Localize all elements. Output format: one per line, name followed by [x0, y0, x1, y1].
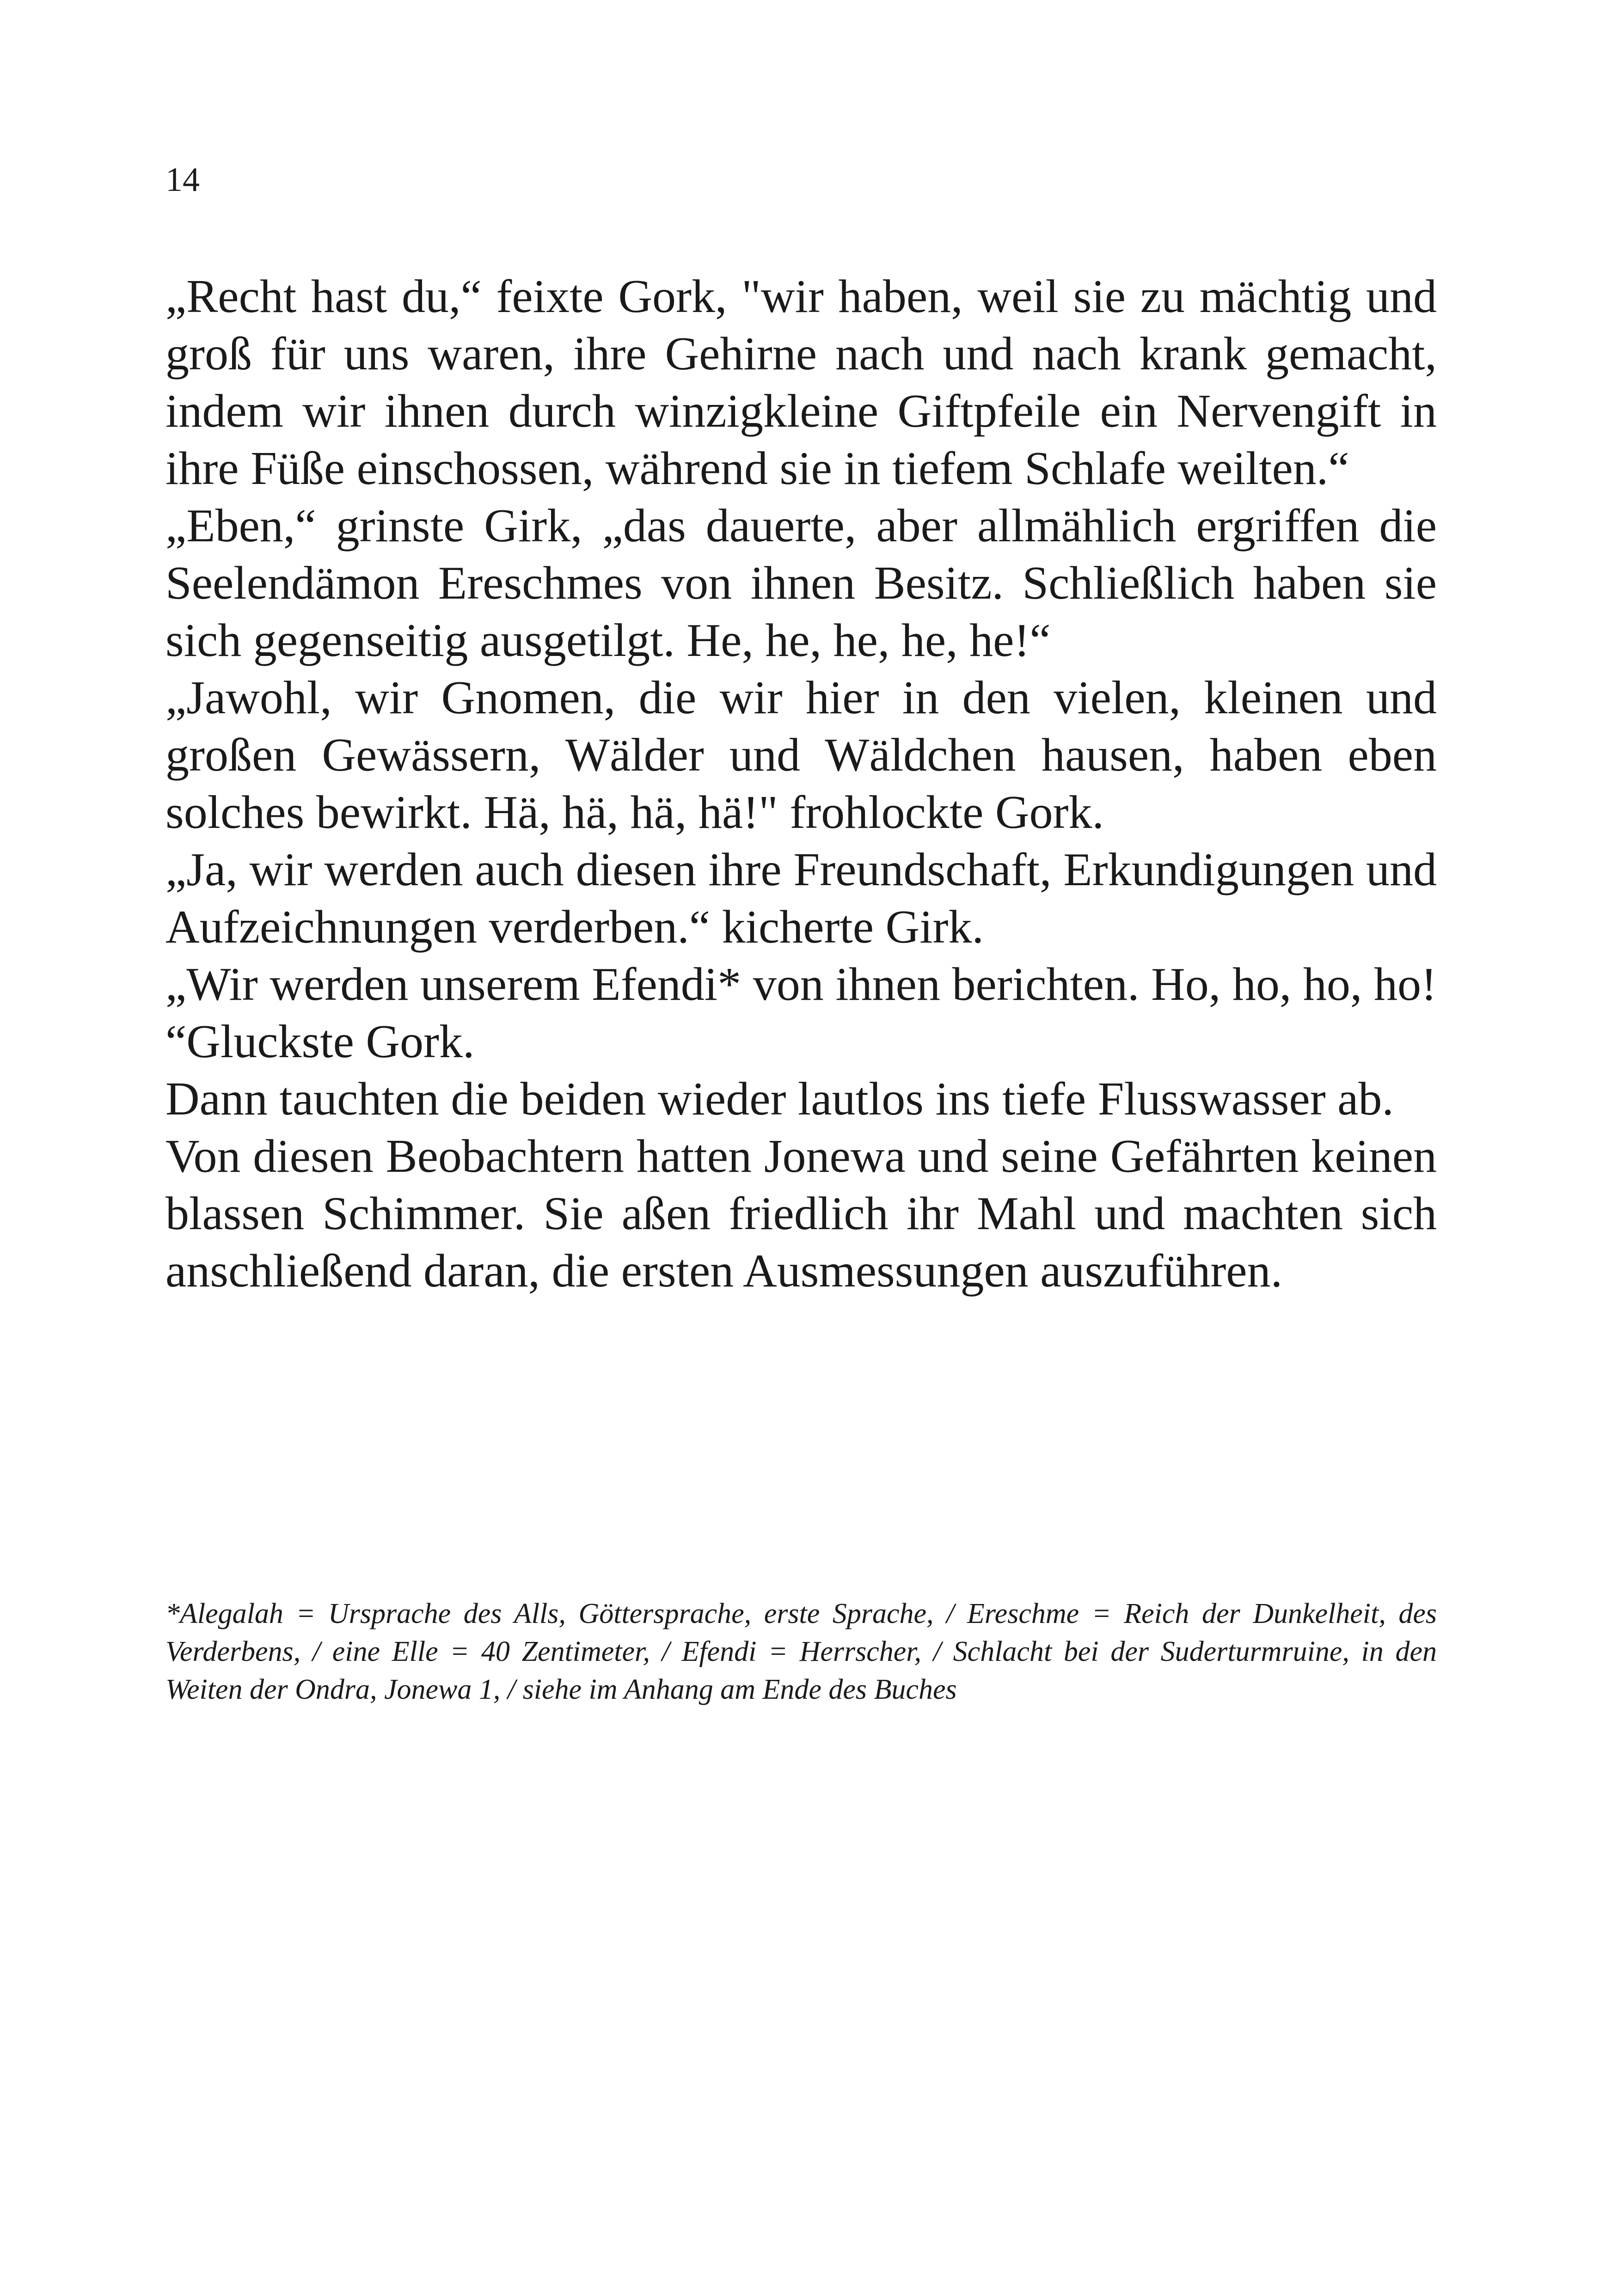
paragraph-recht-hast-du: „Recht hast du,“ feixte Gork, "wir haben, weil sie zu mächtig und groß für uns waren, ihre Gehirne nach und nach krank gemacht, indem wir ihnen durch winzigkleine Giftpfeile ein Nervengift in ihre Füße einschossen, während sie in tiefem Schlafe weilten.“: [165, 270, 1437, 495]
footnote: *Alegalah = Ursprache des Alls, Göttersprache, erste Sprache, / Ereschme = Reich der Dunkelheit, des Verderbens, / eine Elle = 40 Zentimeter, / Efendi = Herrscher, / Schlacht bei der Suderturmruine, in den Weiten der Ondra, Jonewa 1, / siehe im Anhang am Ende des Buches: [165, 1598, 1437, 1705]
paragraph-eben: „Eben,“ grinste Girk, „das dauerte, aber allmählich ergriffen die Seelendämon Ereschmes von ihnen Besitz. Schließlich haben sie sich gegenseitig ausgetilgt. He, he, he, he, he!“: [165, 500, 1437, 667]
paragraph-dann-tauchten: Dann tauchten die beiden wieder lautlos ins tiefe Flusswasser ab.: [165, 1073, 1394, 1125]
body-text: [165, 268, 1437, 1300]
paragraph-jawohl: „Jawohl, wir Gnomen, die wir hier in den vielen, kleinen und großen Gewässern, Wälder und Wäldchen hausen, haben eben solches bewirkt. Hä, hä, hä, hä!" frohlockte Gork.: [165, 672, 1437, 839]
paragraph-efendi: „Wir werden unserem Efendi* von ihnen berichten. Ho, ho, ho, ho! “Gluckste Gork.: [165, 958, 1437, 1068]
paragraph-beobachtern: Von diesen Beobachtern hatten Jonewa und seine Gefährten keinen blassen Schimmer. Sie aßen friedlich ihr Mahl und machten sich anschließend daran, die ersten Ausmessungen auszuführen.: [165, 1130, 1437, 1297]
page-number: 14: [165, 161, 200, 199]
paragraph-ja-wir-werden: „Ja, wir werden auch diesen ihre Freundschaft, Erkundigungen und Aufzeichnungen verderben.“ kicherte Girk.: [165, 844, 1437, 953]
